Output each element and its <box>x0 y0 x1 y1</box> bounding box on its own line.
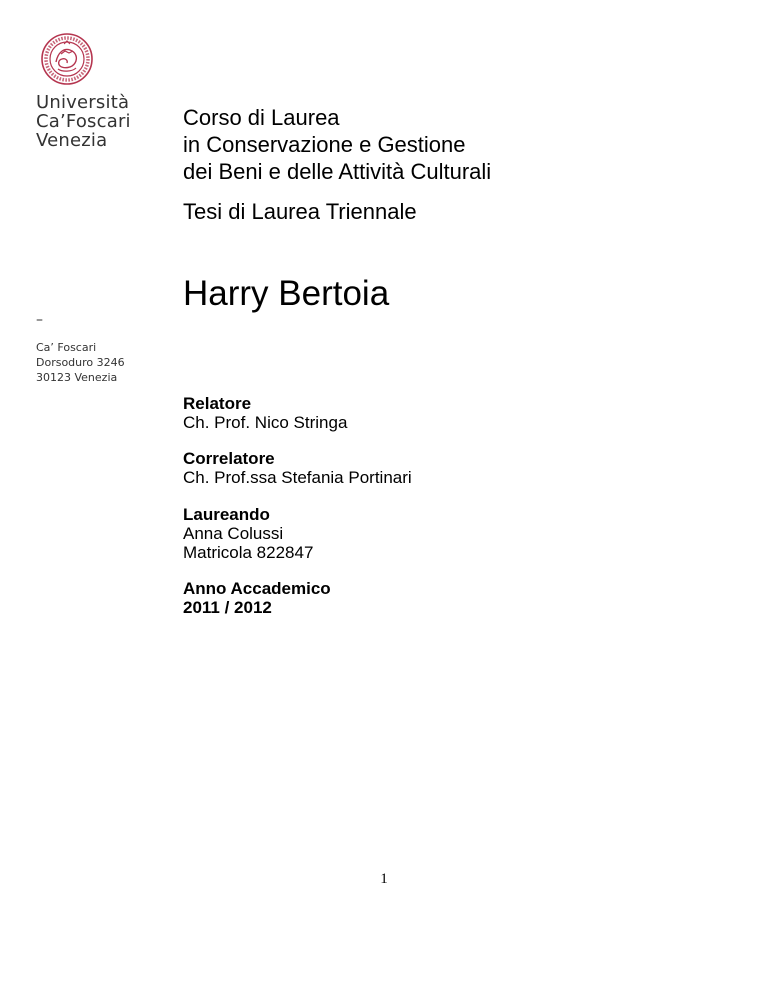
university-name-line: Venezia <box>36 130 108 151</box>
address-line: Ca’ Foscari <box>36 341 97 354</box>
anno-value: 2011 / 2012 <box>183 598 272 617</box>
address-line: 30123 Venezia <box>36 371 118 384</box>
laureando-matricola: Matricola 822847 <box>183 543 314 562</box>
laureando-block <box>183 505 313 562</box>
correlatore-label: Correlatore <box>183 449 275 468</box>
thesis-type: Tesi di Laurea Triennale <box>183 199 417 224</box>
course-line: dei Beni e delle Attività Culturali <box>183 159 492 184</box>
relatore-block <box>183 394 347 432</box>
relatore-value: Ch. Prof. Nico Stringa <box>183 413 348 432</box>
course-title <box>183 104 491 185</box>
laureando-label: Laureando <box>183 505 270 524</box>
laureando-name: Anna Colussi <box>183 524 284 543</box>
correlatore-value: Ch. Prof.ssa Stefania Portinari <box>183 468 412 487</box>
sidebar-dash: – <box>36 312 43 328</box>
correlatore-block <box>183 449 412 487</box>
university-name <box>36 93 131 150</box>
course-line: Corso di Laurea <box>183 105 340 130</box>
relatore-label: Relatore <box>183 394 252 413</box>
anno-label: Anno Accademico <box>183 579 331 598</box>
address-line: Dorsoduro 3246 <box>36 356 125 369</box>
thesis-title: Harry Bertoia <box>183 274 390 313</box>
university-name-line: Ca’Foscari <box>36 111 131 132</box>
university-seal-logo <box>34 32 100 86</box>
university-address <box>36 340 125 385</box>
anno-block <box>183 579 331 617</box>
university-name-line: Università <box>36 92 130 113</box>
page-number: 1 <box>380 871 388 887</box>
course-line: in Conservazione e Gestione <box>183 132 466 157</box>
